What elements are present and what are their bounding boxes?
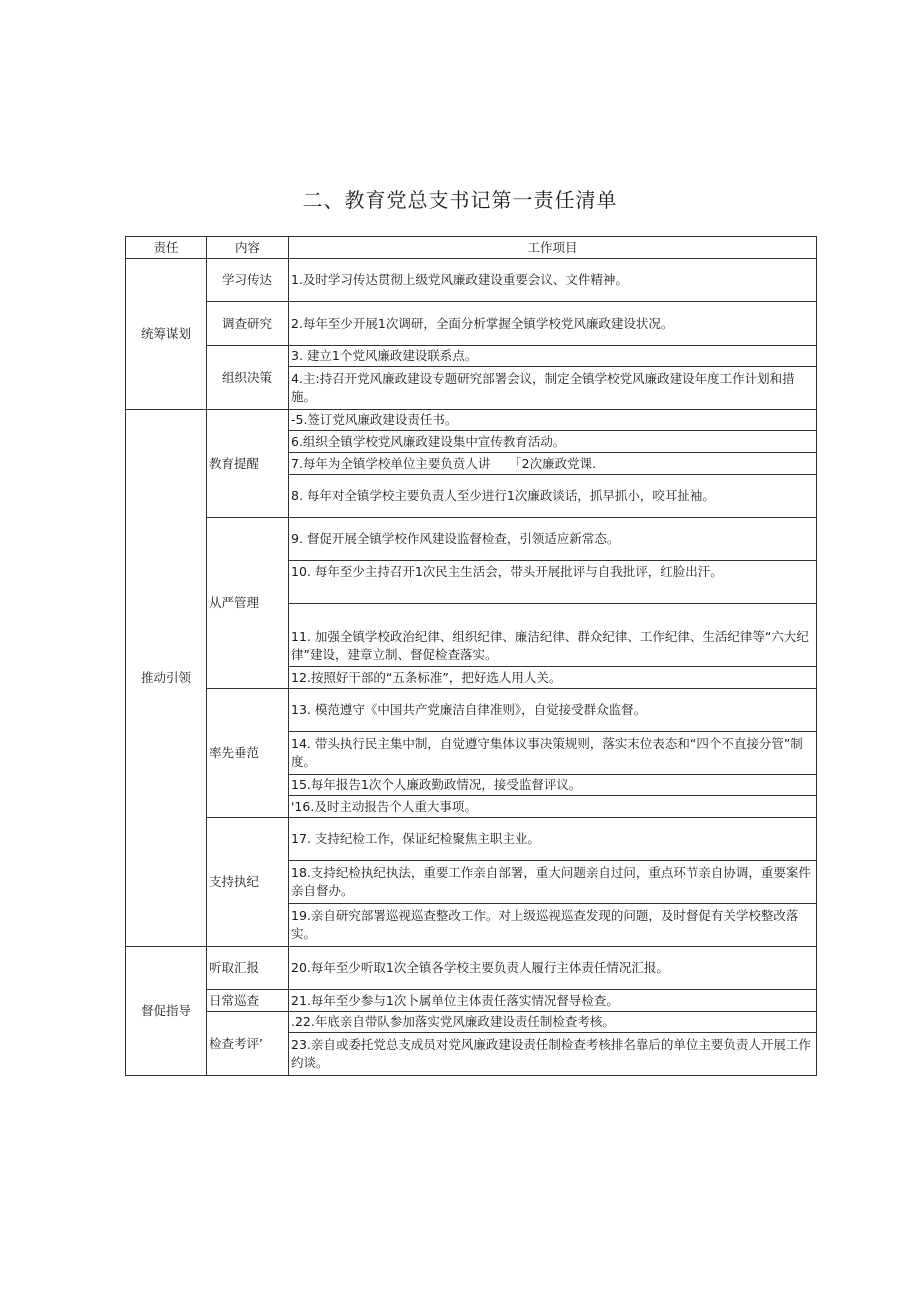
table-row [126, 990, 817, 1012]
group-name: 教育提醒 [207, 410, 289, 518]
table-row [126, 346, 817, 367]
work-item: 15.每年报告1次个人廉政勤政情况，接受监督评议。 [289, 775, 817, 796]
table-row [126, 259, 817, 302]
header-responsibility: 责任 [126, 237, 207, 259]
table-row [126, 302, 817, 346]
work-item: 2.每年至少开展1次调研，全面分析掌握全镇学校党风廉政建设状况。 [289, 302, 817, 346]
work-item: 20.每年至少听取1次全镇各学校主要负责人履行主体责任情况汇报。 [289, 947, 817, 990]
responsibility-table [125, 236, 817, 1076]
work-item: 1.及时学习传达贯彻上级党风廉政建设重要会议、文件精神。 [289, 259, 817, 302]
section-name: 督促指导 [126, 947, 207, 1076]
table-header-row [126, 237, 817, 259]
work-item: 4.主:持召开党风廉政建设专题研究部署会议，制定全镇学校党风廉政建设年度工作计划和措施。 [289, 367, 817, 410]
table-row [126, 518, 817, 561]
work-item: 7.每年为全镇学校单位主要负贲人讲 「2次廉政党课. [289, 453, 817, 475]
table-row [126, 818, 817, 861]
table-row [126, 947, 817, 990]
group-name: 听取汇报 [207, 947, 289, 990]
work-item: .22.年底亲自带队参加落实党风廉政建设责任制检查考核。 [289, 1012, 817, 1033]
section-name: 推动引领 [126, 410, 207, 947]
header-work-items: 工作项目 [289, 237, 817, 259]
group-name: 日常巡查 [207, 990, 289, 1012]
group-name: 从严管理 [207, 518, 289, 689]
work-item: 9. 督促开展全镇学校作风建设监督检查，引领适应新常态。 [289, 518, 817, 561]
group-name: 学习传达 [207, 259, 289, 302]
work-item: 23.亲自或委托党总支成员对党风廉政建设责任制检查考核排名靠后的单位主要负责人开展工作约谈。 [289, 1033, 817, 1076]
work-item: 19.亲自研究部署巡视巡查整改工作。对上级巡视巡查发现的问题，及时督促有关学校整改落实。 [289, 904, 817, 947]
work-item: 3. 建立1个党风廉政建设联系点。 [289, 346, 817, 367]
work-item: 11. 加强全镇学校政治纪律、组织纪律、廉洁纪律、群众纪律、工作纪律、生活纪律等“六大纪律”建设，建章立制、督促检查落实。 [289, 604, 817, 667]
work-item: 8. 每年对全镇学校主要负责人至少进行1次廉政谈话，抓早抓小，咬耳扯袖。 [289, 475, 817, 518]
group-name: 检查考评’ [207, 1012, 289, 1076]
table-row [126, 1012, 817, 1033]
table-row [126, 689, 817, 732]
work-item: '16.及时主动报告个人重大事项。 [289, 796, 817, 818]
work-item: 6.组织全镇学校党风廉政建设集中宣传教育活动。 [289, 431, 817, 453]
group-name: 支持执纪 [207, 818, 289, 947]
header-content: 内容 [207, 237, 289, 259]
group-name: 调查研究 [207, 302, 289, 346]
group-name: 组织决策 [207, 346, 289, 410]
work-item: 17. 支持纪检工作，保证纪检聚焦主职主业。 [289, 818, 817, 861]
work-item: -5.签订党风廉政建设责任书。 [289, 410, 817, 431]
table-row [126, 410, 817, 431]
work-item: 18.支持纪检执纪执法，重要工作亲自部署，重大问题亲自过问，重点环节亲自协调，重要案件亲自督办。 [289, 861, 817, 904]
group-name: 率先垂范 [207, 689, 289, 818]
section-name: 统筹谋划 [126, 259, 207, 410]
work-item: 10. 每年至少主持召开1次民主生活会，带头开展批评与自我批评，红脸出汗。 [289, 561, 817, 604]
work-item: 12.按照好干部的“五条标准”，把好选人用人关。 [289, 667, 817, 689]
work-item: 14. 带头执行民主集中制，自觉遵守集体议事决策规则，落实末位表态和“四个不直接分管”制度。 [289, 732, 817, 775]
page-title: 二、教育党总支书记第一责任清单 [302, 188, 618, 212]
work-item: 13. 模范遵守《中国共产党廉洁自律准则》，自觉接受群众监督。 [289, 689, 817, 732]
work-item: 21.每年至少参与1次卜属单位主体责任落实情况督导检查。 [289, 990, 817, 1012]
